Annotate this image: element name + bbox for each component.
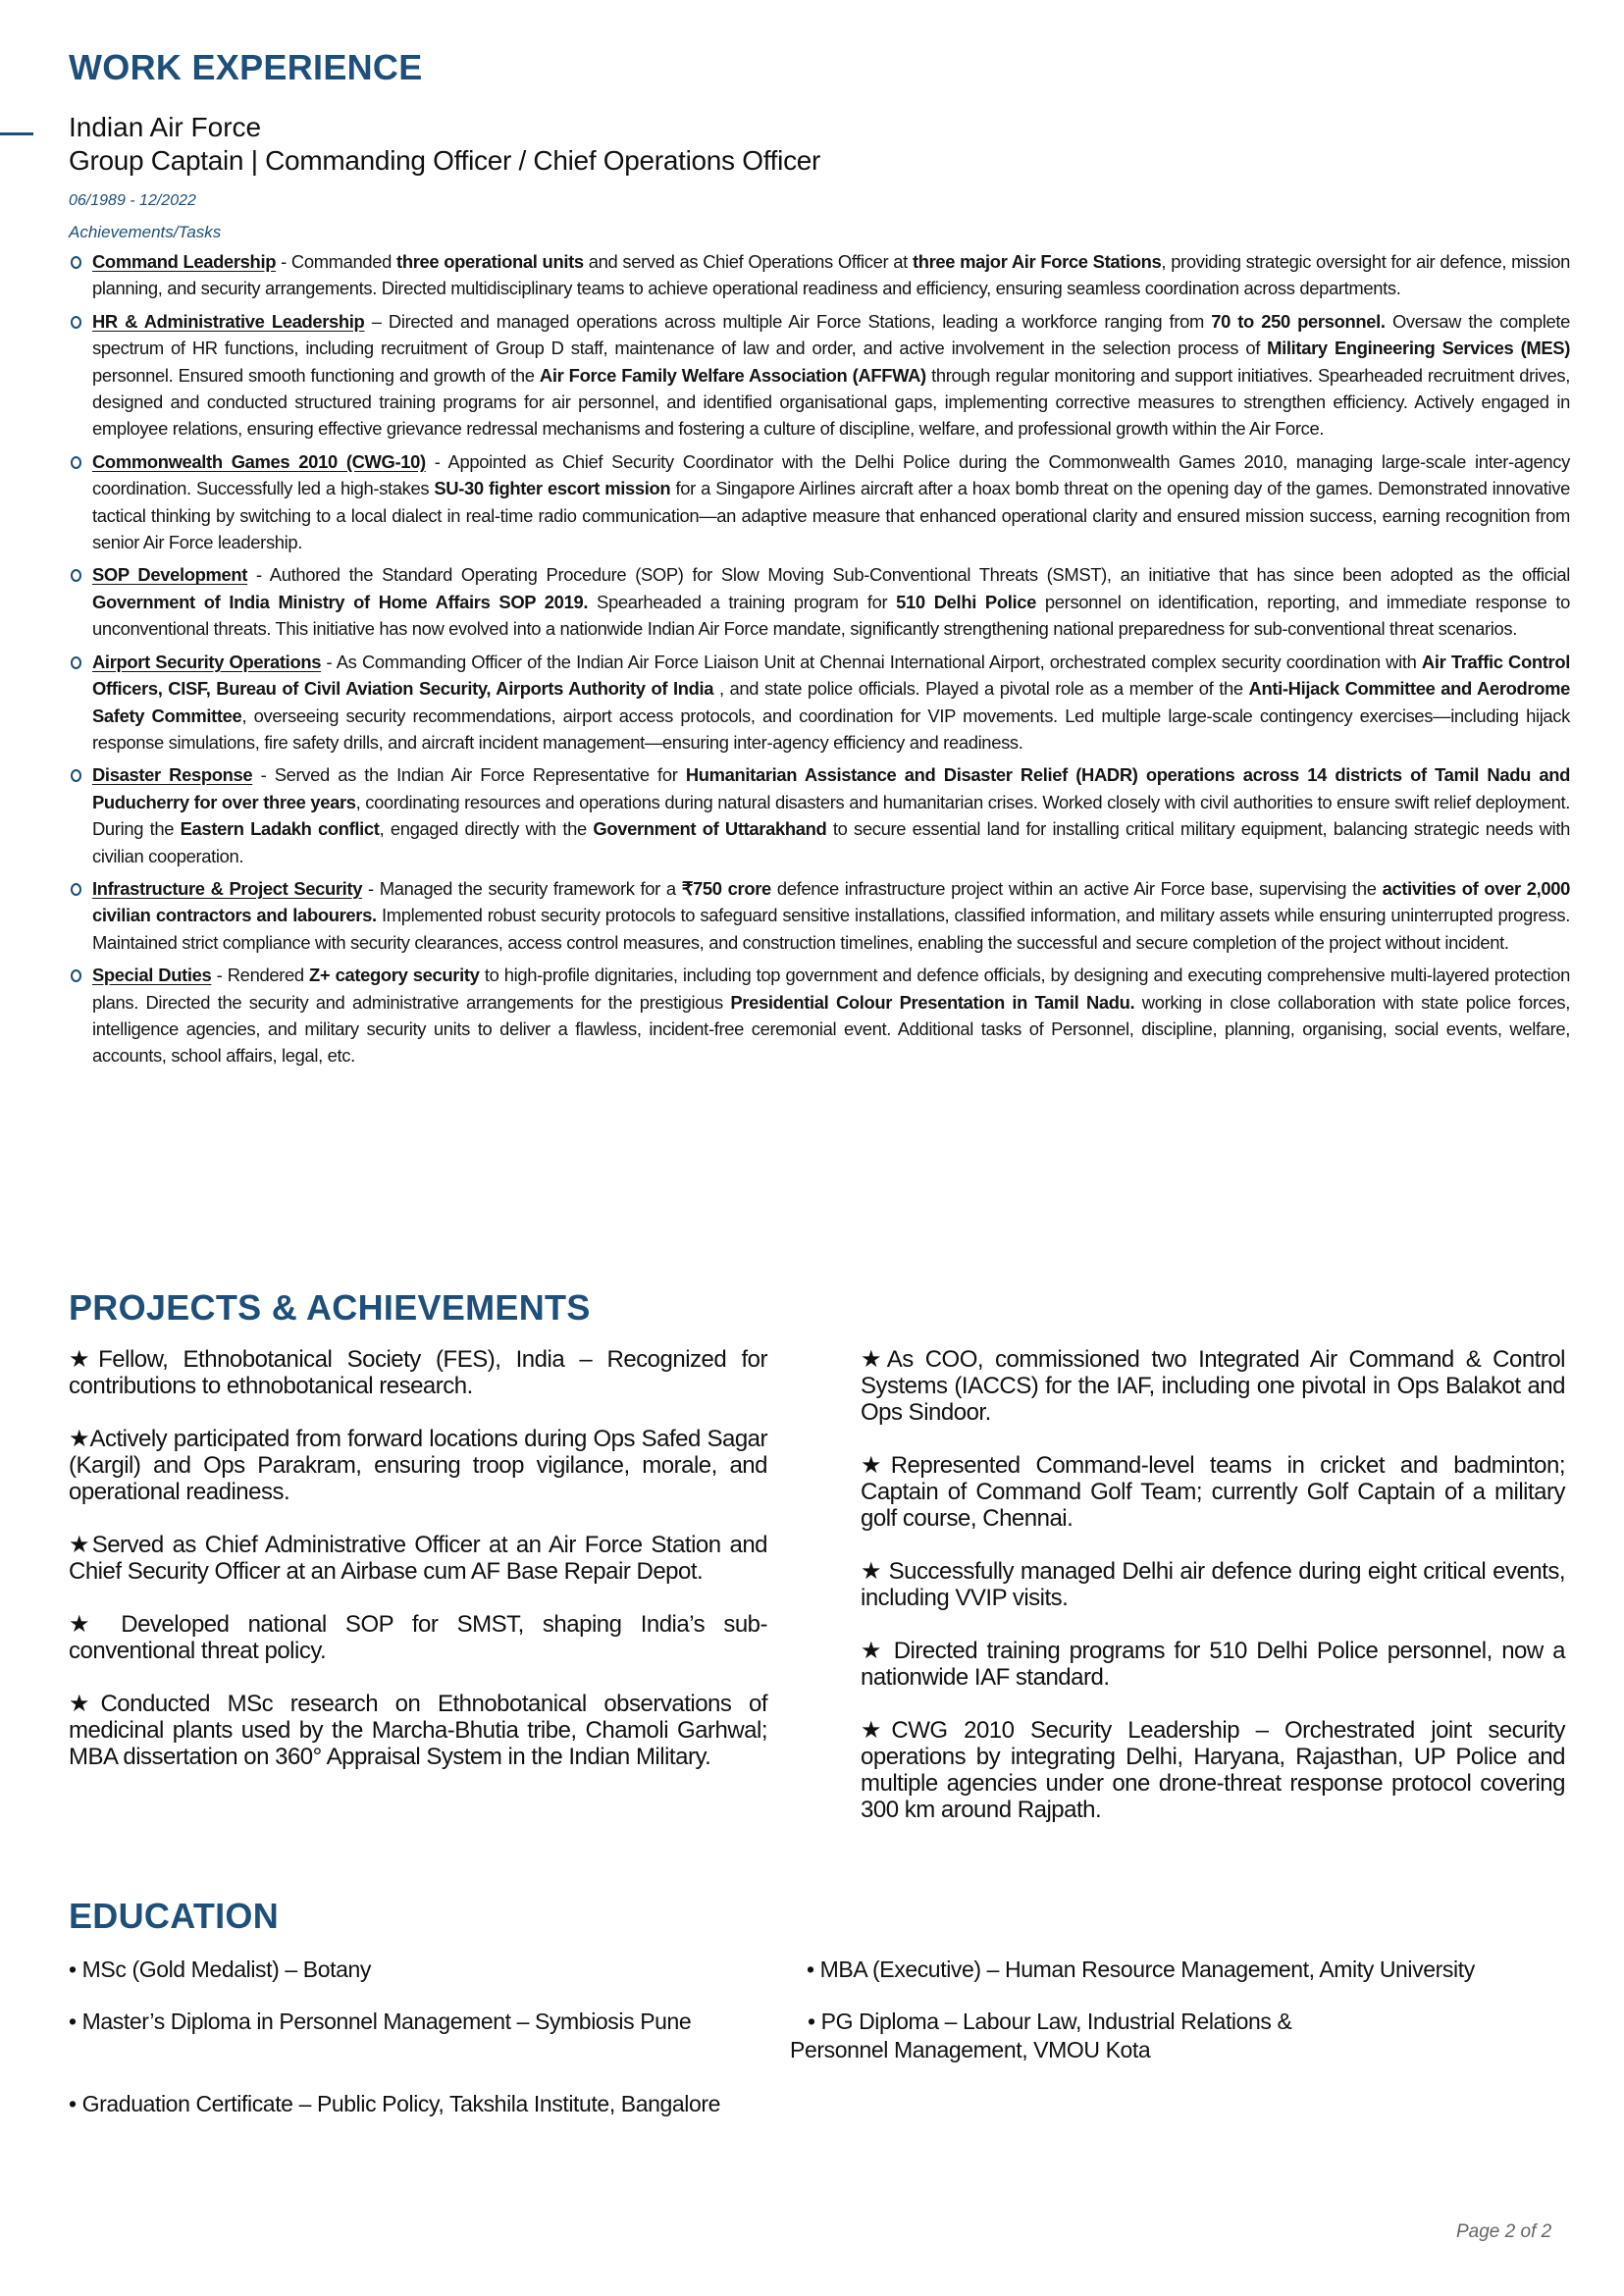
project-text: CWG 2010 Security Leadership – Orchestrated joint security operations by integrating Delhi, Haryana, Rajasthan, UP Police and multiple agencies under one drone-threat response protocol covering 300 km around Rajpath. <box>861 1717 1566 1823</box>
achievement-item <box>69 308 1570 443</box>
body-text: through regular monitoring and support initiatives. Spearheaded recruitment drives, designed and conducted structured training programs for air personnel, and identified organisational gaps, implementing corrective measures to strengthen efficiency. Actively engaged in employee relations, ensuring effective grievance redressal mechanisms and fostering a culture of discipline, welfare, and professional growth within the Air Force. <box>92 364 1570 440</box>
achievement-title: HR & Administrative Leadership <box>92 310 365 332</box>
star-icon: ★ <box>69 1691 101 1717</box>
project-text: Successfully managed Delhi air defence during eight critical events, including VVIP visits. <box>861 1558 1566 1611</box>
body-text: , coordinating resources and operations during natural disasters and humanitarian crises. Worked closely with civil authorities to ensure swift relief deployment. During the <box>92 791 1570 840</box>
emphasis-text: Government of India Ministry of Home Affairs SOP 2019. <box>92 591 589 612</box>
circle-bullet-icon <box>71 769 81 782</box>
bullet-icon: • <box>807 1957 814 1982</box>
achievement-item <box>69 649 1570 757</box>
circle-bullet-icon <box>71 569 81 582</box>
education-item: • MBA (Executive) – Human Resource Management, Amity University <box>807 1957 1475 1982</box>
body-text: personnel. Ensured smooth functioning and growth of the <box>92 364 540 386</box>
project-text: Actively participated from forward locations during Ops Safed Sagar (Kargil) and Ops Parakram, ensuring troop vigilance, morale, and operational readiness. <box>69 1426 768 1505</box>
body-text: - Appointed as Chief Security Coordinator with the Delhi Police during the Commonwealth Games 2010, managing large-scale inter-agency coordination. Successfully led a high-stakes <box>92 450 1570 499</box>
achievement-title: SOP Development <box>92 564 248 586</box>
body-text: to high-profile dignitaries, including top government and defence officials, by designing and executing comprehensive multi-layered protection plans. Directed the security and administrative arrangements for the prestigious <box>92 965 1571 1013</box>
achievement-title: Commonwealth Games 2010 (CWG-10) <box>92 450 426 472</box>
emphasis-text: Eastern Ladakh conflict <box>180 818 380 840</box>
education-item: • MSc (Gold Medalist) – Botany <box>69 1957 371 1982</box>
body-text: - Commanded <box>276 251 397 272</box>
project-text: Conducted MSc research on Ethnobotanical observations of medicinal plants used by the Marcha-Bhutia tribe, Chamoli Garhwal; MBA dissertation on 360° Appraisal System in the Indian Military. <box>69 1691 768 1770</box>
star-icon: ★ <box>69 1611 103 1638</box>
body-text: , engaged directly with the <box>379 818 594 840</box>
achievement-item <box>69 761 1570 869</box>
circle-bullet-icon <box>71 316 81 329</box>
project-text: Served as Chief Administrative Officer at an Air Force Station and Chief Security Officer at an Airbase cum AF Base Repair Depot. <box>69 1532 768 1585</box>
body-text: for a Singapore Airlines aircraft after a hoax bomb threat on the opening day of the games. Demonstrated innovative tactical thinking by switching to a local dialect in real-time radio communication—an adaptive measure that enhanced operational clarity and ensured mission success, earning recognition from senior Air Force leadership. <box>92 478 1570 553</box>
star-icon: ★ <box>69 1346 99 1373</box>
emphasis-text: three major Air Force Stations <box>912 251 1162 272</box>
star-icon: ★ <box>69 1426 90 1452</box>
circle-bullet-icon <box>71 969 81 982</box>
achievement-item <box>69 561 1570 642</box>
organization-name: Indian Air Force <box>69 112 262 142</box>
project-item <box>69 1532 767 1585</box>
education-heading: EDUCATION <box>69 1896 280 1936</box>
emphasis-text: SU-30 fighter escort mission <box>434 478 671 499</box>
achievement-title: Airport Security Operations <box>92 651 322 672</box>
emphasis-text: three operational units <box>396 251 584 272</box>
emphasis-text: Humanitarian Assistance and Disaster Relief (HADR) operations across 14 districts of Tamil Nadu and Puducherry for over three years <box>92 764 1570 812</box>
project-item <box>69 1691 767 1770</box>
bullet-icon: • <box>69 2009 77 2034</box>
project-text: Represented Command-level teams in cricket and badminton; Captain of Command Golf Team; currently Golf Captain of a military golf course, Chennai. <box>861 1452 1566 1532</box>
star-icon: ★ <box>861 1452 891 1479</box>
circle-bullet-icon <box>71 883 81 896</box>
achievement-title: Command Leadership <box>92 251 277 272</box>
project-item <box>861 1558 1565 1611</box>
body-text: Spearheaded a training program for <box>588 591 897 612</box>
job-role: Group Captain | Commanding Officer / Chief Operations Officer <box>69 145 821 176</box>
emphasis-text: Military Engineering Services (MES) <box>1267 338 1570 359</box>
circle-bullet-icon <box>71 256 81 269</box>
emphasis-text: 510 Delhi Police <box>896 591 1036 612</box>
circle-bullet-icon <box>71 456 81 469</box>
star-icon: ★ <box>861 1717 892 1744</box>
education-item: • Master’s Diploma in Personnel Management – Symbiosis Pune <box>69 2009 692 2034</box>
body-text: - Managed the security framework for a <box>362 877 682 899</box>
star-icon: ★ <box>861 1558 882 1585</box>
circle-bullet-icon <box>71 656 81 669</box>
achievement-item <box>69 448 1570 556</box>
emphasis-text: 70 to 250 personnel. <box>1211 310 1386 332</box>
education-item: • Graduation Certificate – Public Policy, Takshila Institute, Bangalore <box>69 2091 721 2116</box>
project-text: Developed national SOP for SMST, shaping India’s sub-conventional threat policy. <box>69 1611 768 1664</box>
project-item <box>69 1426 767 1505</box>
body-text: , and state police officials. Played a pivotal role as a member of the <box>713 678 1249 700</box>
emphasis-text: ₹750 crore <box>681 877 771 899</box>
star-icon: ★ <box>861 1346 887 1373</box>
projects-heading: PROJECTS & ACHIEVEMENTS <box>69 1287 591 1328</box>
education-item: • PG Diploma – Labour Law, Industrial Relations & Personnel Management, VMOU Kota <box>790 2009 1292 2062</box>
body-text: Implemented robust security protocols to safeguard sensitive installations, classified information, and military assets while ensuring uninterrupted progress. Maintained strict compliance with security clearances, access control measures, and construction timelines, enabling the successful and secure completion of the project without incident. <box>92 905 1570 953</box>
emphasis-text: Government of Uttarakhand <box>593 818 827 840</box>
project-text: Fellow, Ethnobotanical Society (FES), India – Recognized for contributions to ethnobotanical research. <box>69 1346 768 1399</box>
project-item <box>861 1346 1565 1426</box>
emphasis-text: Air Traffic Control Officers, CISF, Bureau of Civil Aviation Security, Airports Authority of India <box>92 651 1570 700</box>
project-item <box>69 1346 767 1399</box>
body-text: personnel on identification, reporting, and immediate response to unconventional threats. This initiative has now evolved into a nationwide Indian Air Force mandate, significantly strengthening national preparedness for sub-conventional threat scenarios. <box>92 591 1570 640</box>
page-number: Page 2 of 2 <box>1456 2221 1552 2242</box>
achievement-title: Special Duties <box>92 965 212 986</box>
project-text: Directed training programs for 510 Delhi Police personnel, now a nationwide IAF standard. <box>861 1638 1566 1691</box>
emphasis-text: Anti-Hijack Committee and Aerodrome Safety Committee <box>92 678 1571 726</box>
project-text: As COO, commissioned two Integrated Air Command & Control Systems (IACCS) for the IAF, including one pivotal in Ops Balakot and Ops Sindoor. <box>861 1346 1565 1426</box>
body-text: and served as Chief Operations Officer at <box>583 251 913 272</box>
body-text: - Served as the Indian Air Force Representative for <box>252 764 686 786</box>
employment-dates: 06/1989 - 12/2022 <box>69 192 196 209</box>
body-text: , providing strategic oversight for air defence, mission planning, and security arrangements. Directed multidisciplinary teams to achieve operational readiness and efficiency, ensuring seamless coordination across departments. <box>92 251 1570 299</box>
achievement-list <box>69 248 1570 1075</box>
achievement-item <box>69 248 1570 302</box>
bullet-icon: • <box>69 2091 77 2116</box>
star-icon: ★ <box>861 1638 885 1664</box>
emphasis-text: Z+ category security <box>309 965 480 986</box>
body-text: working in close collaboration with state police forces, intelligence agencies, and military security units to deliver a flawless, incident-free ceremonial event. Additional tasks of Personnel, discipline, planning, organising, social events, welfare, accounts, school affairs, legal, etc. <box>92 991 1570 1067</box>
emphasis-text: activities of over 2,000 civilian contractors and labourers. <box>92 877 1570 926</box>
achievement-title: Disaster Response <box>92 764 253 786</box>
body-text: – Directed and managed operations across multiple Air Force Stations, leading a workforce ranging from <box>364 310 1212 332</box>
body-text: to secure essential land for installing critical military equipment, balancing strategic needs with civilian cooperation. <box>92 818 1570 866</box>
project-item <box>861 1717 1565 1823</box>
body-text: - Authored the Standard Operating Procedure (SOP) for Slow Moving Sub-Conventional Threats (SMST), an initiative that has since been adopted as the official <box>247 564 1570 586</box>
achievement-title: Infrastructure & Project Security <box>92 877 363 899</box>
body-text: - Rendered <box>211 965 310 986</box>
projects-left-column <box>69 1346 767 1797</box>
project-item <box>861 1638 1565 1691</box>
project-item <box>861 1452 1565 1532</box>
emphasis-text: Presidential Colour Presentation in Tamil Nadu. <box>730 991 1135 1013</box>
emphasis-text: Air Force Family Welfare Association (AFFWA) <box>539 364 926 386</box>
body-text: Oversaw the complete spectrum of HR functions, including recruitment of Group D staff, maintenance of law and order, and active involvement in the selection process of <box>92 310 1570 359</box>
achievement-item <box>69 962 1570 1070</box>
achievements-subheading: Achievements/Tasks <box>69 223 222 241</box>
star-icon: ★ <box>69 1532 92 1558</box>
work-experience-heading: WORK EXPERIENCE <box>69 47 423 87</box>
bullet-icon: • <box>808 2009 815 2034</box>
project-item <box>69 1611 767 1664</box>
achievement-item <box>69 875 1570 956</box>
body-text: defence infrastructure project within an active Air Force base, supervising the <box>770 877 1383 899</box>
bullet-icon: • <box>69 1957 77 1982</box>
projects-right-column <box>861 1346 1565 1850</box>
body-text: - As Commanding Officer of the Indian Air Force Liaison Unit at Chennai International Airport, orchestrated complex security coordination with <box>321 651 1422 672</box>
section-marker-line <box>0 132 33 135</box>
body-text: , overseeing security recommendations, airport access protocols, and coordination for VIP movements. Led multiple large-scale contingency exercises—including hijack response simulations, fire safety drills, and aircraft incident management—ensuring inter-agency efficiency and readiness. <box>92 704 1570 753</box>
